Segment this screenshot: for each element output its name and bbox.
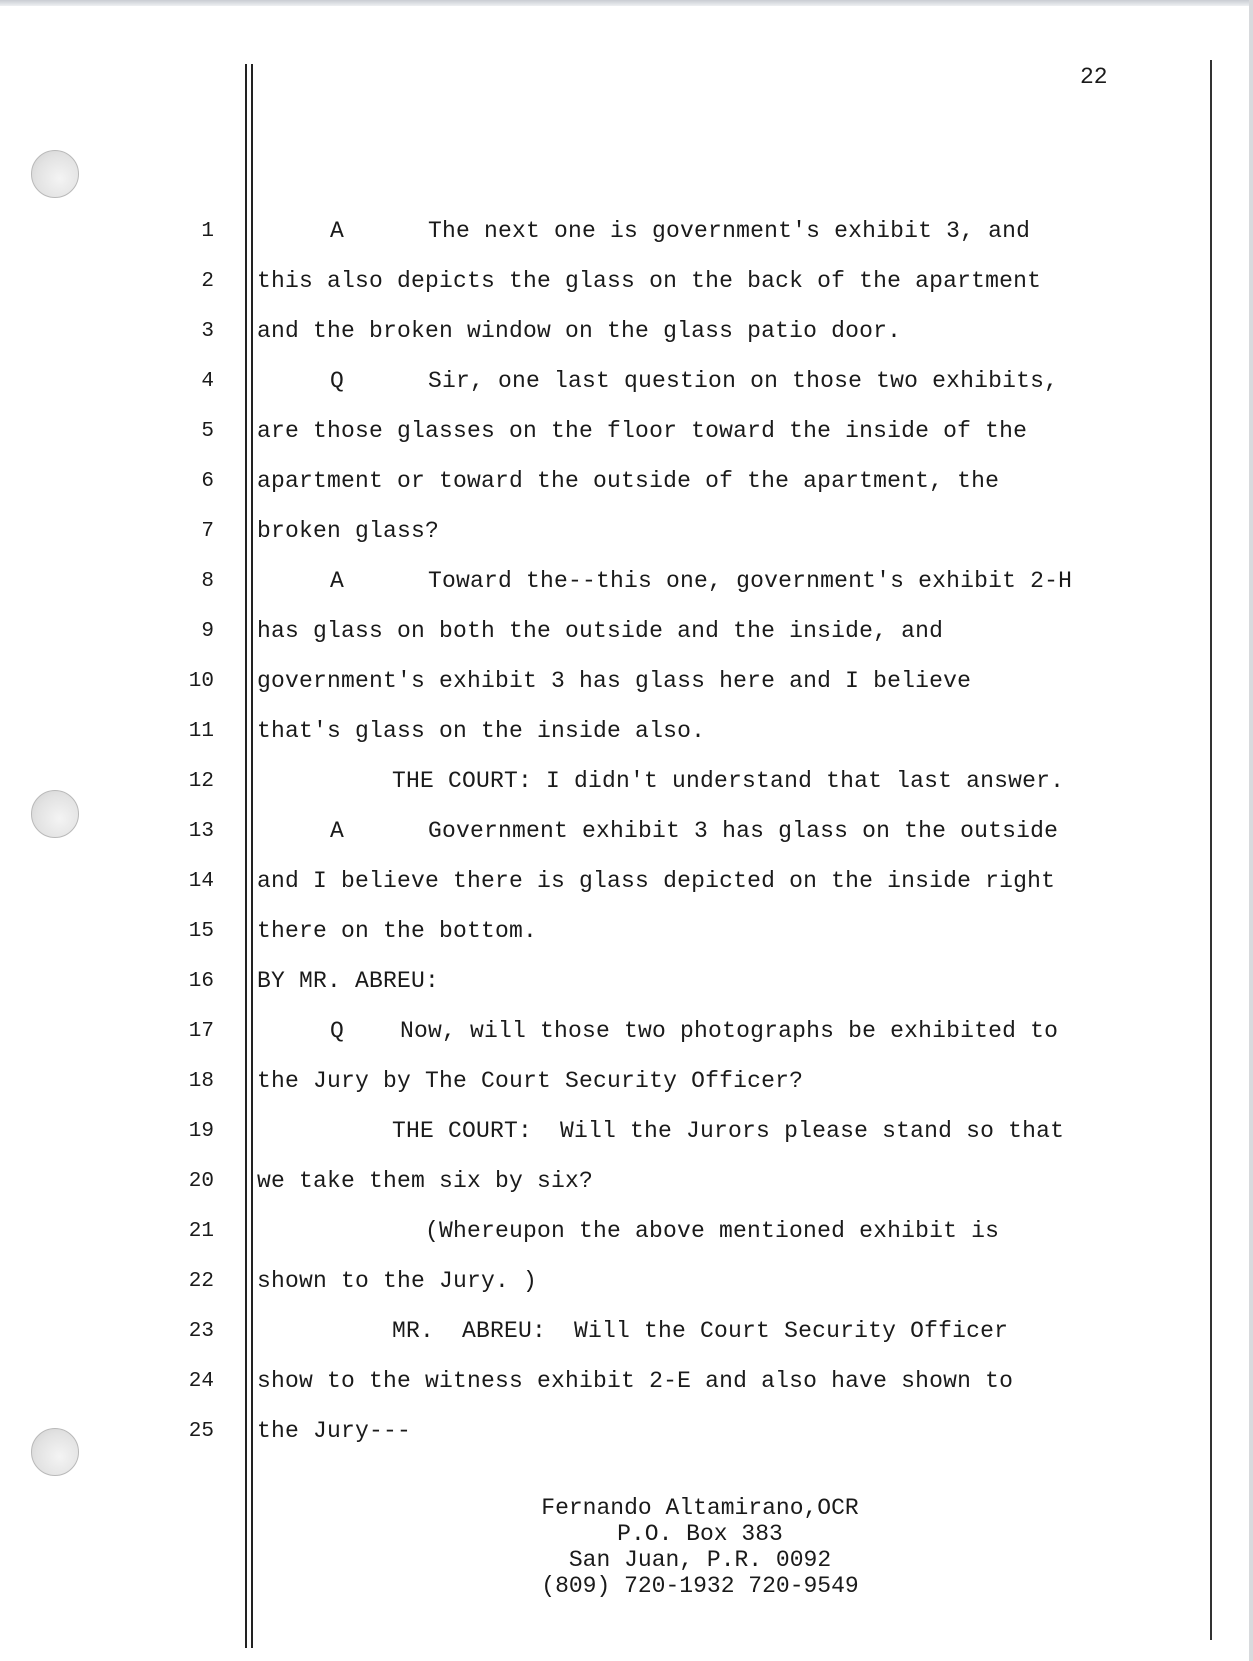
transcript-line: and I believe there is glass depicted on the inside right (257, 868, 1056, 894)
transcript-line: the Jury--- (257, 1418, 412, 1444)
line-number: 24 (188, 1370, 214, 1393)
left-margin-rule (245, 64, 247, 1648)
line-number: 8 (201, 570, 214, 593)
transcript-line: A Government exhibit 3 has glass on the outside (330, 818, 1059, 844)
right-margin-rule (1210, 60, 1212, 1640)
line-number: 18 (188, 1070, 214, 1093)
binder-hole-top (31, 150, 79, 198)
left-margin-rule-inner (251, 64, 253, 1648)
footer-line: P.O. Box 383 (617, 1521, 783, 1547)
line-number: 16 (188, 970, 214, 993)
line-number: 4 (201, 370, 214, 393)
footer-line: Fernando Altamirano,OCR (541, 1495, 859, 1521)
transcript-line: we take them six by six? (257, 1168, 594, 1194)
transcript-line: Q Now, will those two photographs be exhibited to (330, 1018, 1059, 1044)
line-number: 2 (201, 270, 214, 293)
line-number: 1 (201, 220, 214, 243)
line-number: 6 (201, 470, 214, 493)
line-number: 23 (188, 1320, 214, 1343)
transcript-line: MR. ABREU: Will the Court Security Officer (392, 1318, 1009, 1344)
transcript-line: (Whereupon the above mentioned exhibit is (425, 1218, 1000, 1244)
footer-line: (809) 720-1932 720-9549 (541, 1573, 859, 1599)
transcript-line: show to the witness exhibit 2-E and also have shown to (257, 1368, 1014, 1394)
line-number: 9 (201, 620, 214, 643)
transcript-line: shown to the Jury. ) (257, 1268, 538, 1294)
transcript-line: THE COURT: I didn't understand that last answer. (392, 768, 1065, 794)
line-number: 13 (188, 820, 214, 843)
transcript-line: BY MR. ABREU: (257, 968, 440, 994)
transcript-line: has glass on both the outside and the inside, and (257, 618, 944, 644)
transcript-line: are those glasses on the floor toward the inside of the (257, 418, 1028, 444)
line-number: 22 (188, 1270, 214, 1293)
binder-hole-bottom (31, 1428, 79, 1476)
transcript-line: Q Sir, one last question on those two exhibits, (330, 368, 1059, 394)
line-number: 25 (188, 1420, 214, 1443)
transcript-line: this also depicts the glass on the back of the apartment (257, 268, 1042, 294)
line-number: 19 (188, 1120, 214, 1143)
footer-line: San Juan, P.R. 0092 (568, 1547, 832, 1573)
line-number: 10 (188, 670, 214, 693)
transcript-line: apartment or toward the outside of the apartment, the (257, 468, 1000, 494)
transcript-line: and the broken window on the glass patio door. (257, 318, 902, 344)
page-right-edge (1249, 0, 1253, 1661)
transcript-line: THE COURT: Will the Jurors please stand so that (392, 1118, 1065, 1144)
line-number: 15 (188, 920, 214, 943)
line-number: 5 (201, 420, 214, 443)
page-number: 22 (1080, 64, 1108, 90)
transcript-line: that's glass on the inside also. (257, 718, 706, 744)
transcript-line: A Toward the--this one, government's exhibit 2-H (330, 568, 1073, 594)
line-number: 11 (188, 720, 214, 743)
line-number: 21 (188, 1220, 214, 1243)
line-number: 14 (188, 870, 214, 893)
line-number: 20 (188, 1170, 214, 1193)
transcript-line: government's exhibit 3 has glass here and I believe (257, 668, 972, 694)
transcript-line: there on the bottom. (257, 918, 538, 944)
transcript-line: the Jury by The Court Security Officer? (257, 1068, 804, 1094)
page-top-edge (0, 0, 1253, 6)
line-number: 12 (188, 770, 214, 793)
line-number: 7 (201, 520, 214, 543)
line-number: 17 (188, 1020, 214, 1043)
transcript-line: broken glass? (257, 518, 440, 544)
line-number: 3 (201, 320, 214, 343)
binder-hole-middle (31, 790, 79, 838)
transcript-line: A The next one is government's exhibit 3, and (330, 218, 1031, 244)
